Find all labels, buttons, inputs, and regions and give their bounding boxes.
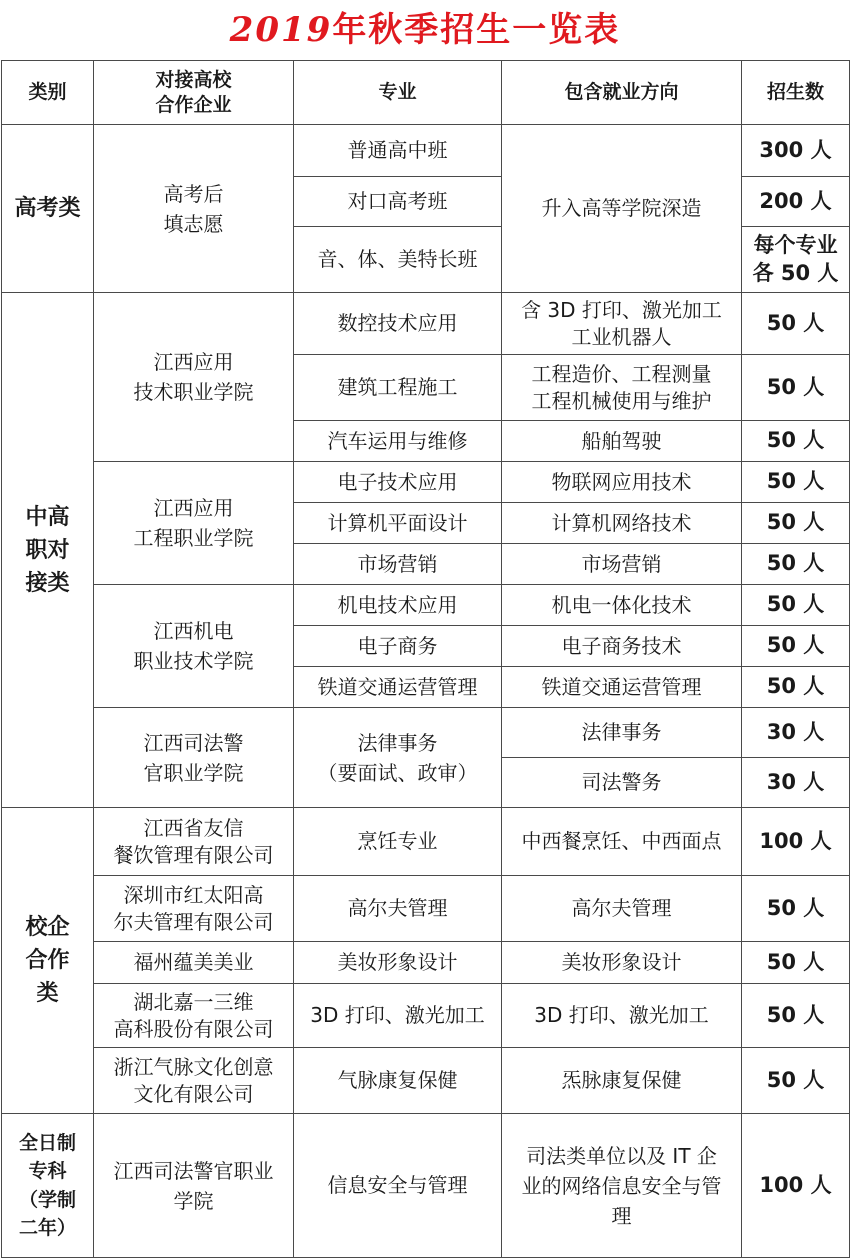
quota-cell: 50 人	[742, 667, 850, 708]
direction-cell: 法律事务	[502, 708, 742, 758]
enrollment-table	[1, 60, 850, 1258]
major-cell: 3D 打印、激光加工	[294, 984, 502, 1048]
direction-cell: 计算机网络技术	[502, 503, 742, 544]
major-cell: 信息安全与管理	[294, 1114, 502, 1258]
table-row	[2, 585, 850, 626]
major-cell: 电子技术应用	[294, 462, 502, 503]
header-quota: 招生数	[742, 61, 850, 125]
quota-cell: 50 人	[742, 585, 850, 626]
major-cell: 计算机平面设计	[294, 503, 502, 544]
major-cell: 汽车运用与维修	[294, 421, 502, 462]
quota-cell: 300 人	[742, 125, 850, 177]
major-cell: 数控技术应用	[294, 293, 502, 355]
table-row	[2, 808, 850, 876]
major-cell: 电子商务	[294, 626, 502, 667]
header-row	[2, 61, 850, 125]
quota-cell: 每个专业 各 50 人	[742, 227, 850, 293]
partner-cell: 江西应用 技术职业学院	[94, 293, 294, 462]
major-cell: 普通高中班	[294, 125, 502, 177]
major-cell: 市场营销	[294, 544, 502, 585]
quota-cell: 50 人	[742, 984, 850, 1048]
partner-cell: 江西应用 工程职业学院	[94, 462, 294, 585]
table-row	[2, 125, 850, 177]
direction-cell: 3D 打印、激光加工	[502, 984, 742, 1048]
partner-cell: 江西司法警官职业 学院	[94, 1114, 294, 1258]
title-year: 2019	[229, 10, 333, 50]
table-row	[2, 942, 850, 984]
direction-cell: 铁道交通运营管理	[502, 667, 742, 708]
partner-cell: 江西机电 职业技术学院	[94, 585, 294, 708]
quota-cell: 50 人	[742, 421, 850, 462]
category-xiaoqi: 校企 合作 类	[2, 808, 94, 1114]
quota-cell: 50 人	[742, 626, 850, 667]
major-cell: 铁道交通运营管理	[294, 667, 502, 708]
category-zhonggao: 中高 职对 接类	[2, 293, 94, 808]
direction-cell: 市场营销	[502, 544, 742, 585]
major-cell: 音、体、美特长班	[294, 227, 502, 293]
major-cell: 气脉康复保健	[294, 1048, 502, 1114]
table-row	[2, 984, 850, 1048]
major-cell: 法律事务 （要面试、政审）	[294, 708, 502, 808]
major-cell: 机电技术应用	[294, 585, 502, 626]
quota-cell: 50 人	[742, 1048, 850, 1114]
direction-cell: 电子商务技术	[502, 626, 742, 667]
quota-cell: 100 人	[742, 808, 850, 876]
header-direction: 包含就业方向	[502, 61, 742, 125]
table-row	[2, 293, 850, 355]
quota-cell: 50 人	[742, 503, 850, 544]
direction-cell: 高尔夫管理	[502, 876, 742, 942]
partner-cell: 江西司法警 官职业学院	[94, 708, 294, 808]
major-cell: 对口高考班	[294, 177, 502, 227]
quota-cell: 100 人	[742, 1114, 850, 1258]
major-cell: 美妆形象设计	[294, 942, 502, 984]
table-row	[2, 708, 850, 758]
direction-cell: 工程造价、工程测量 工程机械使用与维护	[502, 355, 742, 421]
title-text: 年秋季招生一览表	[332, 10, 621, 50]
direction-cell: 司法类单位以及 IT 企 业的网络信息安全与管 理	[502, 1114, 742, 1258]
quota-cell: 50 人	[742, 942, 850, 984]
header-category: 类别	[2, 61, 94, 125]
table-row	[2, 462, 850, 503]
quota-cell: 50 人	[742, 876, 850, 942]
direction-cell: 中西餐烹饪、中西面点	[502, 808, 742, 876]
category-gaokao: 高考类	[2, 125, 94, 293]
quota-cell: 50 人	[742, 355, 850, 421]
partner-cell: 湖北嘉一三维 高科股份有限公司	[94, 984, 294, 1048]
quota-cell: 30 人	[742, 758, 850, 808]
page-title	[0, 2, 850, 58]
direction-cell: 美妆形象设计	[502, 942, 742, 984]
category-quanrizhi: 全日制 专科 （学制 二年）	[2, 1114, 94, 1258]
partner-cell: 浙江气脉文化创意 文化有限公司	[94, 1048, 294, 1114]
table-row	[2, 1114, 850, 1258]
major-cell: 烹饪专业	[294, 808, 502, 876]
direction-cell: 船舶驾驶	[502, 421, 742, 462]
major-cell: 建筑工程施工	[294, 355, 502, 421]
table-row	[2, 1048, 850, 1114]
quota-cell: 30 人	[742, 708, 850, 758]
quota-cell: 50 人	[742, 462, 850, 503]
direction-cell: 机电一体化技术	[502, 585, 742, 626]
quota-cell: 200 人	[742, 177, 850, 227]
header-partner: 对接高校 合作企业	[94, 61, 294, 125]
partner-cell: 福州蕴美美业	[94, 942, 294, 984]
direction-cell: 含 3D 打印、激光加工 工业机器人	[502, 293, 742, 355]
direction-cell: 物联网应用技术	[502, 462, 742, 503]
table-row	[2, 876, 850, 942]
direction-cell: 炁脉康复保健	[502, 1048, 742, 1114]
header-major: 专业	[294, 61, 502, 125]
major-cell: 高尔夫管理	[294, 876, 502, 942]
partner-cell: 深圳市红太阳高 尔夫管理有限公司	[94, 876, 294, 942]
partner-cell: 江西省友信 餐饮管理有限公司	[94, 808, 294, 876]
quota-cell: 50 人	[742, 293, 850, 355]
quota-cell: 50 人	[742, 544, 850, 585]
direction-cell: 升入高等学院深造	[502, 125, 742, 293]
direction-cell: 司法警务	[502, 758, 742, 808]
partner-cell: 高考后 填志愿	[94, 125, 294, 293]
